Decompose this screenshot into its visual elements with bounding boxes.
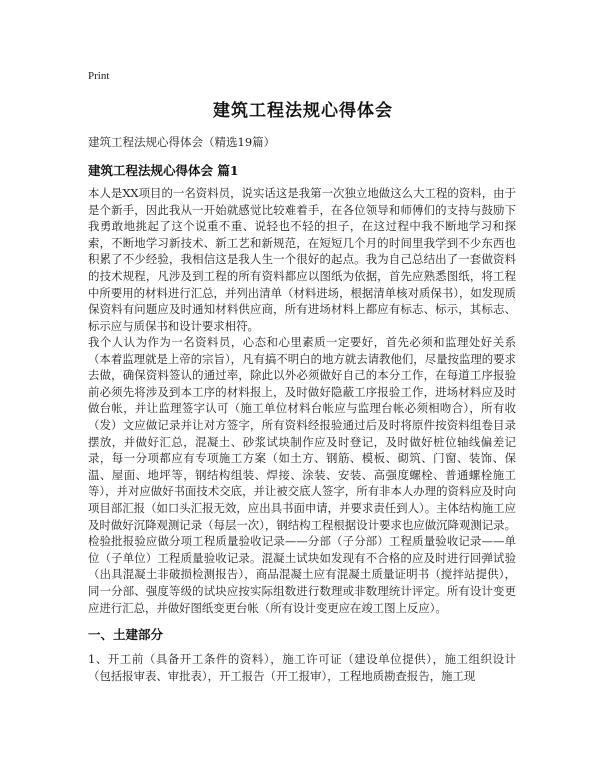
paragraph-1: 本人是XX项目的一名资料员，说实话这是我第一次独立地做这么大工程的资料，由于是个新手，因此我从一开始就感觉比较难着手，在各位领导和师傅们的支持与鼓励下我勇敢地挑起了这个说重不重、说轻也不轻的担子，在这过程中我不断地学习和探索，不断地学习新技术、新工艺和新规范，在短短几个月的时间里我学到不少东西也积累了不少经验，我相信这是我人生一个很好的起点。我为自己总结出了一套做资料的技术规程，凡涉及到工程的所有资料都应以图纸为依据，首先应熟悉图纸，将工程中所要用的材料进行汇总，并列出清单（材料进场，根据清单核对质保书），如发现质保资料有问题应及时通知材料供应商，所有进场材料上都应有标志、标示，其标志、标示应与质保书和设计要求相符。 [88,186,516,333]
print-label: Print [88,70,110,82]
section-heading: 建筑工程法规心得体会 篇1 [88,163,239,178]
document-title: 建筑工程法规心得体会 [213,101,393,121]
document-subtitle: 建筑工程法规心得体会（精选19篇） [88,135,276,149]
part-paragraph: 1、开工前（具备开工条件的资料），施工许可证（建设单位提供），施工组织设计（包括报审表、审批表），开工报告（开工报审），工程地质勘查报告，施工现 [88,652,516,683]
part-heading: 一、土建部分 [88,627,164,642]
paragraph-2: 我个人认为作为一名资料员，心态和心里素质一定要好，首先必须和监理处好关系（本着监理就是上帝的宗旨），凡有搞不明白的地方就去请教他们，尽量按监理的要求去做，确保资料签认的通过率，除此以外必须做好自己的本分工作，在每道工序报验前必须先将涉及到本工序的材料报上，及时做好隐蔽工序报验工作，进场材料应及时做台帐，并让监理签字认可（施工单位材料台帐应与监理台帐必须相吻合），所有收（发）文应做记录并让对方签字，所有资料经报验通过后及时将原件按资料组卷目录摆放，并做好汇总，混凝土、砂浆试块制作应及时登记，及时做好桩位轴线偏差记录，每一分项都应有专项施工方案（如土方、钢筋、模板、砌筑、门窗、装饰、保温、屋面、地坪等，钢结构组装、焊接、涂装、安装、高强度螺栓、普通螺栓施工等），并对应做好书面技术交底，并让被交底人签字，所有非本人办理的资料应及时向项目部汇报（如口头汇报无效，应出具书面申请，并要求责任到人）。主体结构施工应及时做好沉降观测记录（每层一次），钢结构工程根据设计要求也应做沉降观测记录。检验批报验应做分项工程质量验收记录——分部（子分部）工程质量验收记录——单位（子单位）工程质量验收记录。混凝土试块如发现有不合格的应及时进行回弹试验（出具混凝土非破损检测报告），商品混凝土应有混凝土质量证明书（搅拌站提供），同一分部、强度等级的试块应按实际组数进行数理或非数理统计评定。所有设计变更应进行汇总，并做好图纸变更台帐（所有设计变更应在竣工图上反应）。 [88,335,516,615]
